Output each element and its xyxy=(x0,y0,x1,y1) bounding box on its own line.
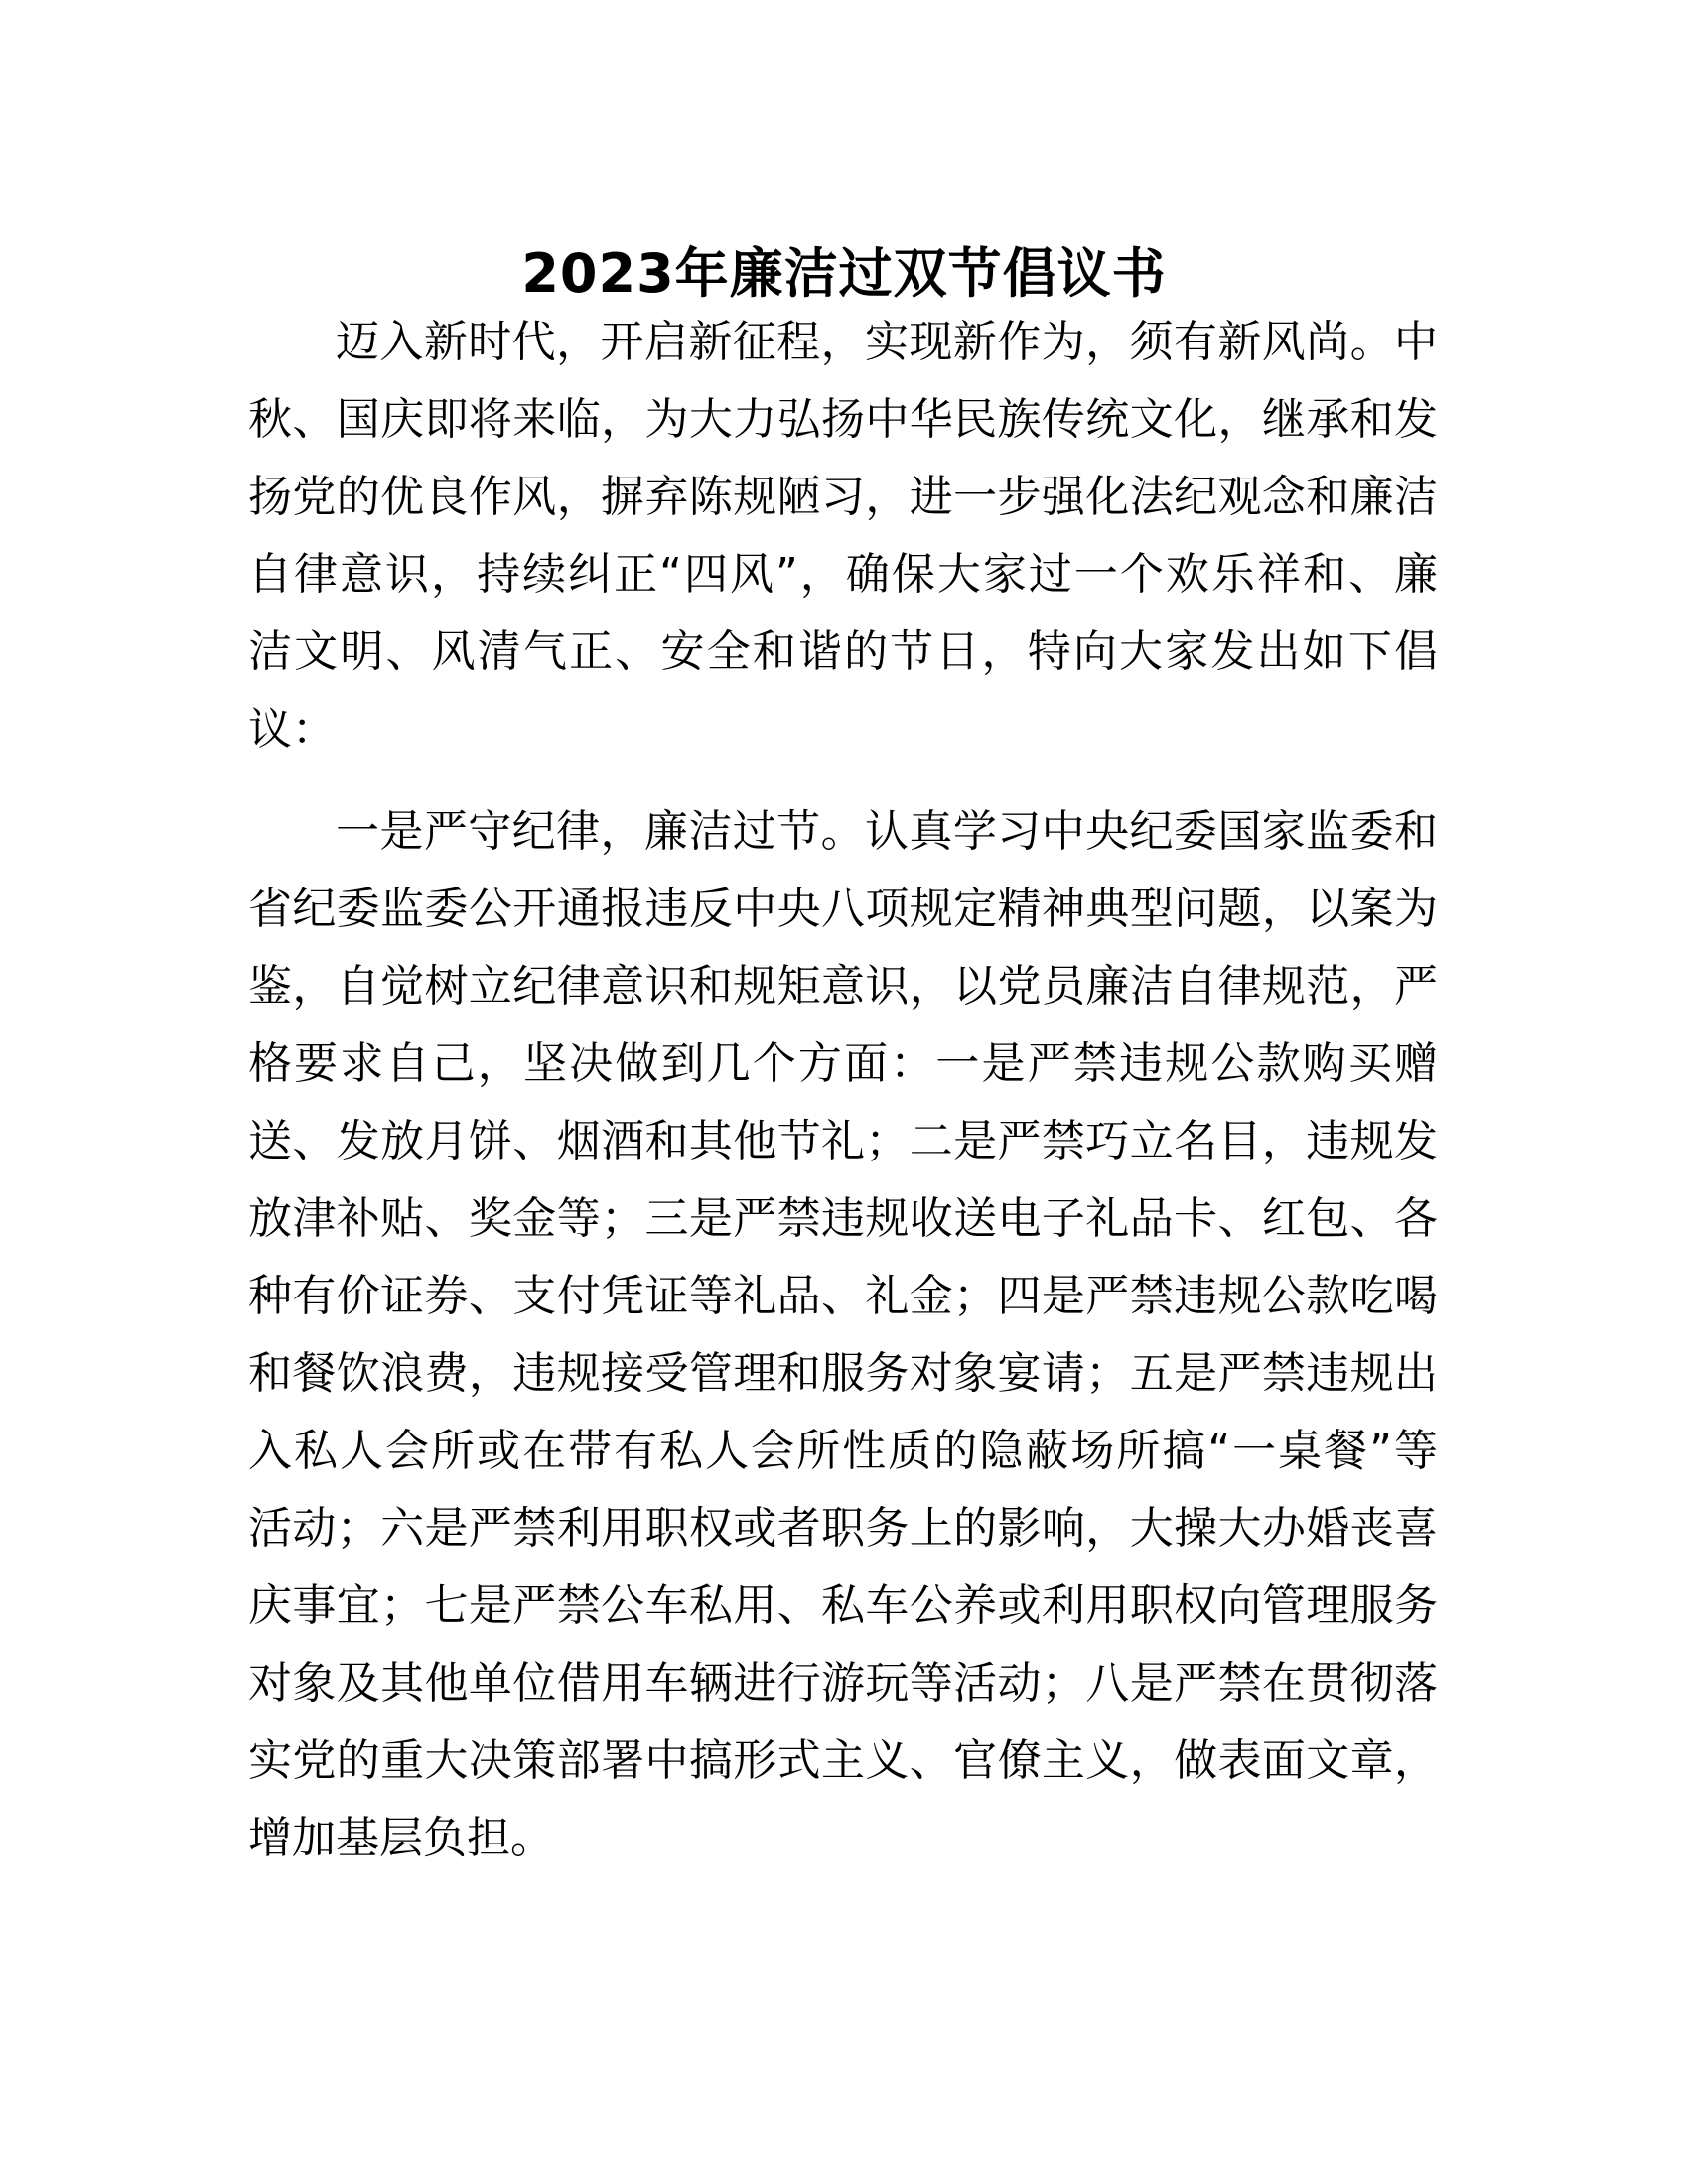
text-line: 增加基层负担。 xyxy=(248,1813,554,1863)
text-line: 对象及其他单位借用车辆进行游玩等活动；八是严禁在贯彻落 xyxy=(248,1658,1438,1708)
text-line: 洁文明、风清气正、安全和谐的节日，特向大家发出如下倡 xyxy=(248,626,1438,677)
text-line: 鉴，自觉树立纪律意识和规矩意识，以党员廉洁自律规范，严 xyxy=(248,961,1438,1012)
document-title: 2023年廉洁过双节倡议书 xyxy=(521,242,1167,306)
text-line: 迈入新时代，开启新征程，实现新作为，须有新风尚。中 xyxy=(336,317,1438,367)
text-line: 省纪委监委公开通报违反中央八项规定精神典型问题，以案为 xyxy=(248,884,1438,934)
text-line: 和餐饮浪费，违规接受管理和服务对象宴请；五是严禁违规出 xyxy=(248,1348,1438,1399)
text-line: 自律意识，持续纠正“四风”，确保大家过一个欢乐祥和、廉 xyxy=(248,549,1438,600)
text-line: 议： xyxy=(248,704,336,754)
text-line: 一是严守纪律，廉洁过节。认真学习中央纪委国家监委和 xyxy=(336,806,1438,857)
text-line: 秋、国庆即将来临，为大力弘扬中华民族传统文化，继承和发 xyxy=(248,394,1438,445)
text-line: 扬党的优良作风，摒弃陈规陋习，进一步强化法纪观念和廉洁 xyxy=(248,472,1438,522)
text-line: 送、发放月饼、烟酒和其他节礼；二是严禁巧立名目，违规发 xyxy=(248,1116,1438,1166)
text-line: 格要求自己，坚决做到几个方面：一是严禁违规公款购买赠 xyxy=(248,1038,1438,1089)
text-line: 入私人会所或在带有私人会所性质的隐蔽场所搞“一桌餐”等 xyxy=(248,1426,1438,1476)
text-line: 活动；六是严禁利用职权或者职务上的影响，大操大办婚丧喜 xyxy=(248,1503,1438,1554)
text-line: 种有价证券、支付凭证等礼品、礼金；四是严禁违规公款吃喝 xyxy=(248,1271,1438,1321)
text-line: 实党的重大决策部署中搞形式主义、官僚主义，做表面文章， xyxy=(248,1735,1438,1786)
paragraph-intro xyxy=(248,304,1440,768)
text-line: 放津补贴、奖金等；三是严禁违规收送电子礼品卡、红包、各 xyxy=(248,1193,1438,1244)
text-line: 庆事宜；七是严禁公车私用、私车公养或利用职权向管理服务 xyxy=(248,1580,1438,1631)
paragraph-strict-discipline xyxy=(248,793,1440,1877)
